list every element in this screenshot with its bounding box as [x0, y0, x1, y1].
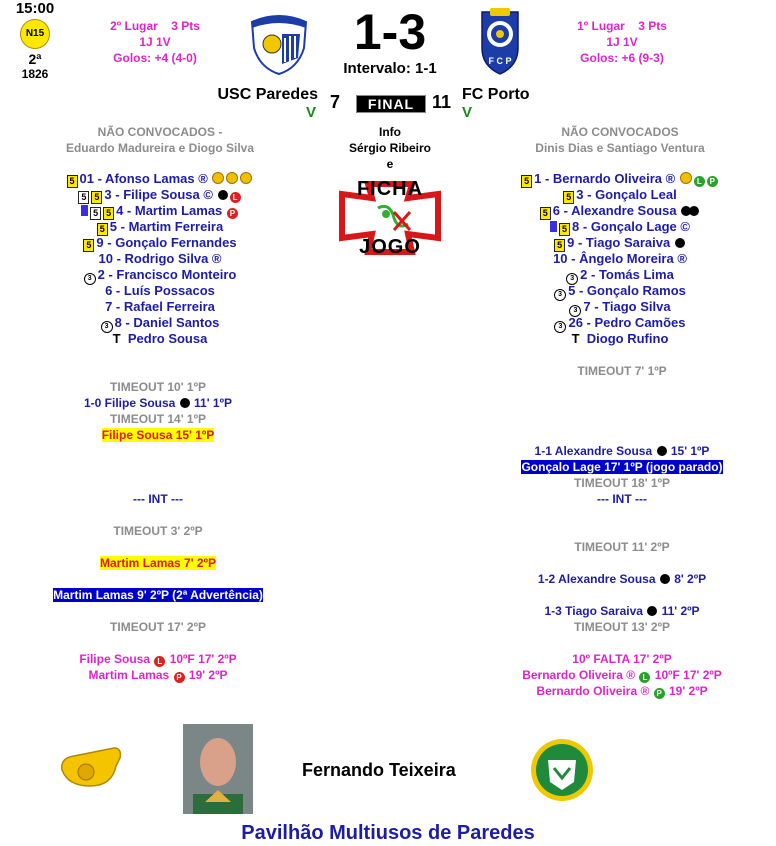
- list-item[interactable]: 5 3 - Gonçalo Leal: [490, 187, 750, 203]
- away-result: V: [462, 104, 473, 121]
- list-item[interactable]: 5 1 - Bernardo Oliveira ® L P: [490, 171, 750, 187]
- referee-photo: [183, 724, 253, 814]
- halftime-score: Intervalo: 1-1: [343, 60, 437, 77]
- division: 2ª: [28, 51, 42, 67]
- list-item[interactable]: 5 5 3 - Filipe Sousa © L: [30, 187, 290, 203]
- home-events: TIMEOUT 10' 1ºP 1-0 Filipe Sousa 11' 1ºP TIMEOUT 14' 1ºP Filipe Sousa 15' 1ºP --- INT --- TIMEOUT 3' 2ºP Martim Lamas 7' 2ºP Martim Lamas 9' 2ºP (2ª Advertência) TIMEOUT 17' 2ºP Filipe Sousa L 10ºF 17' 2ºP Martim Lamas P 19' 2ºP: [18, 379, 298, 683]
- list-item[interactable]: T Diogo Rufino: [571, 331, 669, 346]
- final-score: 1-3: [353, 4, 427, 60]
- list-item[interactable]: 5 01 - Afonso Lamas ®: [30, 171, 290, 187]
- match-time: 15:00: [15, 0, 55, 17]
- yellow-card-event: Filipe Sousa 15' 1ºP: [101, 428, 215, 442]
- list-item[interactable]: 3 5 - Gonçalo Ramos: [490, 283, 750, 299]
- home-crest-icon[interactable]: [248, 8, 310, 76]
- list-item[interactable]: T Pedro Sousa: [112, 331, 208, 346]
- list-item[interactable]: 10 - Rodrigo Silva ®: [98, 251, 222, 266]
- status-badge: FINAL: [356, 95, 426, 113]
- away-roster: [490, 171, 750, 347]
- home-roster: [30, 171, 290, 347]
- federation-crest-icon: [530, 738, 594, 802]
- whistle-icon: [56, 740, 126, 790]
- away-fouls: 11: [432, 92, 452, 112]
- list-item[interactable]: 3 26 - Pedro Camões: [490, 315, 750, 331]
- list-item[interactable]: 5 9 - Gonçalo Fernandes: [30, 235, 290, 251]
- svg-text:F C P: F C P: [488, 56, 512, 66]
- game-id: 1826: [21, 67, 49, 81]
- list-item[interactable]: 10 - Ângelo Moreira ®: [553, 251, 687, 266]
- list-item[interactable]: 6 - Luís Possacos: [105, 283, 215, 298]
- list-item[interactable]: 5 9 - Tiago Saraiva: [490, 235, 750, 251]
- referee-name[interactable]: Fernando Teixeira: [302, 760, 456, 780]
- away-standings: 1º Lugar 3 Pts 1J 1V Golos: +6 (9-3): [577, 19, 667, 65]
- goal-event: 1-3 Tiago Saraiva 11' 2ºP: [544, 604, 700, 618]
- info-block: Info Sérgio Ribeiro e: [348, 125, 431, 171]
- list-item[interactable]: 5 6 - Alexandre Sousa: [490, 203, 750, 219]
- away-not-called: NÃO CONVOCADOS Dinis Dias e Santiago Ventura: [535, 125, 705, 155]
- list-item[interactable]: 3 2 - Francisco Monteiro: [30, 267, 290, 283]
- list-item[interactable]: 3 2 - Tomás Lima: [490, 267, 750, 283]
- home-standings: 2º Lugar 3 Pts 1J 1V Golos: +4 (4-0): [110, 19, 200, 65]
- list-item[interactable]: 5 8 - Gonçalo Lage ©: [490, 219, 750, 235]
- goal-event: 1-0 Filipe Sousa 11' 1ºP: [84, 396, 232, 410]
- away-crest-icon[interactable]: [474, 8, 526, 76]
- home-team-name[interactable]: USC Paredes: [217, 86, 318, 103]
- yellow-card-event: Martim Lamas 7' 2ºP: [100, 556, 216, 570]
- ficha-jogo-logo[interactable]: FICHA JOGO: [338, 174, 442, 262]
- home-not-called: NÃO CONVOCADOS - Eduardo Madureira e Diogo Silva: [65, 125, 255, 155]
- red-card-event: Martim Lamas 9' 2ºP (2ª Advertência): [53, 588, 263, 602]
- list-item[interactable]: 5 5 4 - Martim Lamas P: [30, 203, 290, 219]
- list-item[interactable]: 5 5 - Martim Ferreira: [30, 219, 290, 235]
- red-card-event: Gonçalo Lage 17' 1ºP (jogo parado): [521, 460, 723, 474]
- goal-event: 1-2 Alexandre Sousa 8' 2ºP: [537, 572, 707, 586]
- away-team-name[interactable]: FC Porto: [462, 86, 530, 103]
- n15-badge-icon: N15: [20, 19, 50, 49]
- home-result: V: [306, 104, 317, 121]
- away-events: TIMEOUT 7' 1ºP 1-1 Alexandre Sousa 15' 1ºP Gonçalo Lage 17' 1ºP (jogo parado) TIMEOUT 18' 1ºP --- INT --- TIMEOUT 11' 2ºP 1-2 Alexandre Sousa 8' 2ºP 1-3 Tiago Saraiva 11' 2ºP TIMEOUT 13' 2ºP 10º FALTA 17' 2ºP Bernardo Oliveira ® L 10ºF 17' 2ºP Bernardo Oliveira ® P 19' 2ºP: [482, 363, 762, 699]
- goal-event: 1-1 Alexandre Sousa 15' 1ºP: [534, 444, 710, 458]
- home-fouls: 7: [330, 92, 341, 112]
- list-item[interactable]: 7 - Rafael Ferreira: [105, 299, 215, 314]
- list-item[interactable]: 3 7 - Tiago Silva: [490, 299, 750, 315]
- list-item[interactable]: 3 8 - Daniel Santos: [30, 315, 290, 331]
- venue[interactable]: Pavilhão Multiusos de Paredes: [241, 822, 535, 844]
